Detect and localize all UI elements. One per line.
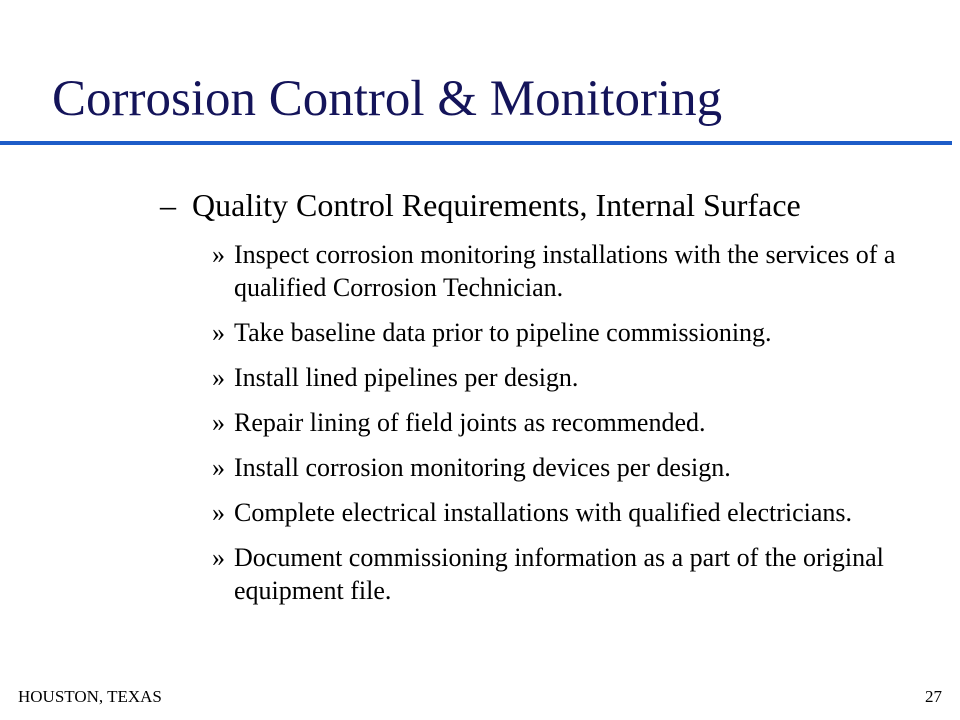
bullet-item [212, 406, 912, 439]
bullet-marker: » [212, 498, 225, 527]
bullet-marker: » [212, 363, 225, 392]
bullet-marker: » [212, 543, 225, 572]
bullet-list [212, 238, 912, 619]
bullet-marker: » [212, 453, 225, 482]
page-number: 27 [925, 687, 942, 706]
title-underline [0, 141, 952, 145]
bullet-text: Repair lining of field joints as recommended. [234, 408, 706, 437]
section-heading-text: Quality Control Requirements, Internal Surface [192, 187, 801, 223]
bullet-item [212, 238, 912, 304]
footer-location: HOUSTON, TEXAS [18, 687, 162, 706]
bullet-marker: » [212, 240, 225, 269]
slide-title: Corrosion Control & Monitoring [52, 71, 723, 127]
section-dash: – [160, 187, 176, 223]
bullet-item [212, 541, 912, 607]
bullet-marker: » [212, 318, 225, 347]
bullet-item [212, 361, 912, 394]
bullet-text: Document commissioning information as a part of the original equipment file. [234, 543, 884, 605]
bullet-text: Install lined pipelines per design. [234, 363, 579, 392]
bullet-item [212, 496, 912, 529]
bullet-marker: » [212, 408, 225, 437]
bullet-text: Install corrosion monitoring devices per design. [234, 453, 731, 482]
bullet-item [212, 451, 912, 484]
bullet-text: Complete electrical installations with qualified electricians. [234, 498, 853, 527]
bullet-item [212, 316, 912, 349]
bullet-text: Inspect corrosion monitoring installations with the services of a qualified Corrosion Technician. [234, 240, 896, 302]
section-heading [160, 186, 801, 224]
bullet-text: Take baseline data prior to pipeline commissioning. [234, 318, 772, 347]
